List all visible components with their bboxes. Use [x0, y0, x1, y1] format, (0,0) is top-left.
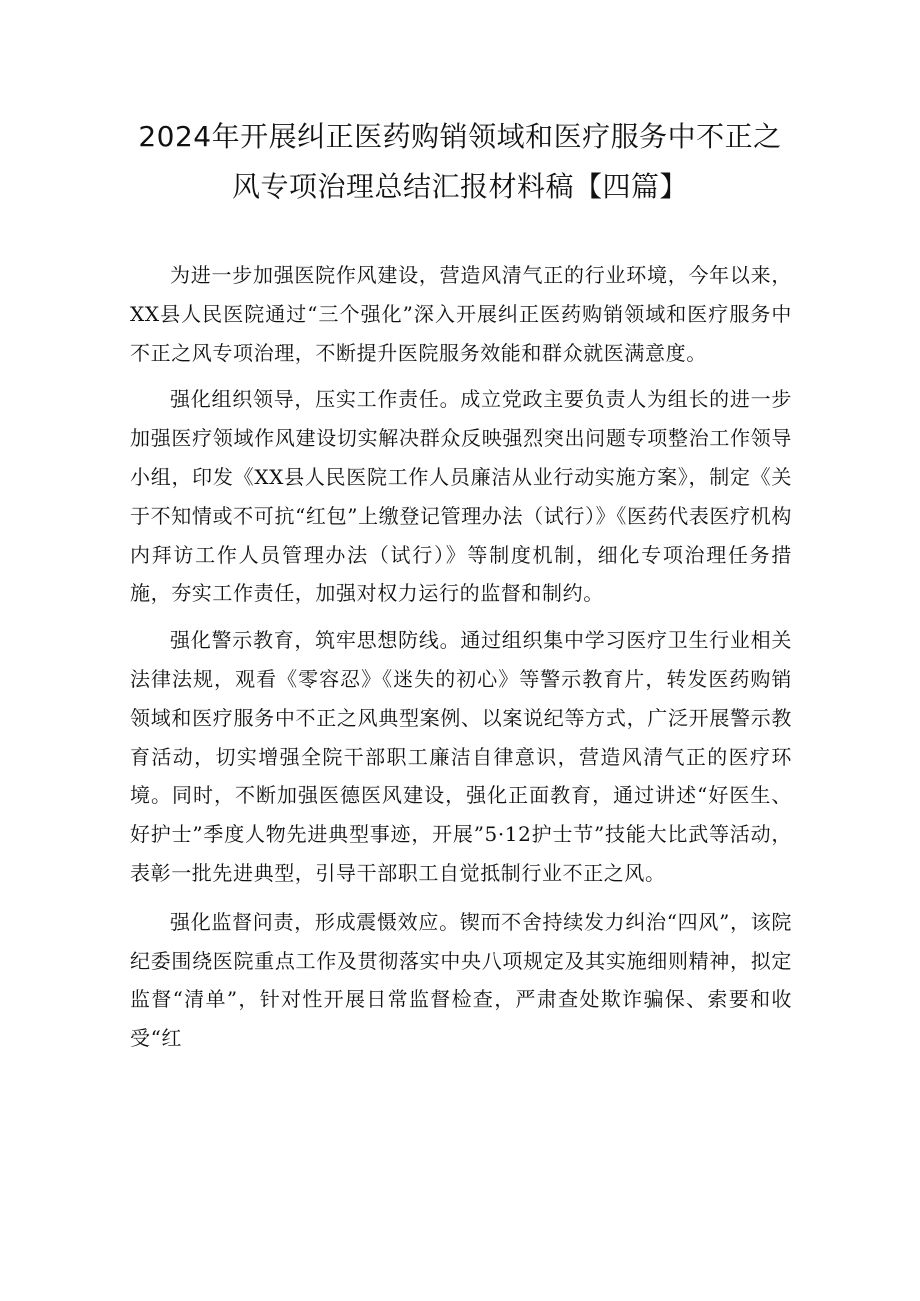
paragraph-warning-education: 强化警示教育，筑牢思想防线。通过组织集中学习医疗卫生行业相关法律法规，观看《零容忍》《迷失的初心》等警示教育片，转发医药购销领域和医疗服务中不正之风典型案例、以案说纪等方式，广泛开展警示教育活动，切实增强全院干部职工廉洁自律意识，营造风清气正的医疗环境。同时，不断加强医德医风建设，强化正面教育，通过讲述“好医生、好护士”季度人物先进典型事迹，开展”5·12护士节”技能大比武等活动，表彰一批先进典型，引导干部职工自觉抵制行业不正之风。 — [130, 628, 792, 885]
title-line-2: 风专项治理总结汇报材料稿【四篇】 — [231, 170, 688, 203]
document-title — [120, 112, 800, 212]
title-line-1: 2024年开展纠正医药购销领域和医疗服务中不正之 — [138, 120, 782, 153]
paragraph-supervision: 强化监督问责，形成震慑效应。锲而不舍持续发力纠治“四风”，该院纪委围绕医院重点工作及贯彻落实中央八项规定及其实施细则精神，拟定监督“清单”，针对性开展日常监督检查，严肃查处欺诈骗保、索要和收受“红 — [130, 909, 792, 1051]
paragraph-organization: 强化组织领导，压实工作责任。成立党政主要负责人为组长的进一步加强医疗领域作风建设切实解决群众反映强烈突出问题专项整治工作领导小组，印发《XX县人民医院工作人员廉洁从业行动实施方案》，制定《关于不知情或不可抗“红包”上缴登记管理办法（试行）》《医药代表医疗机构内拜访工作人员管理办法（试行）》等制度机制，细化专项治理任务措施，夯实工作责任，加强对权力运行的监督和制约。 — [130, 387, 792, 606]
paragraph-intro: 为进一步加强医院作风建设，营造风清气正的行业环境，今年以来，XX县人民医院通过“三个强化”深入开展纠正医药购销领域和医疗服务中不正之风专项治理，不断提升医院服务效能和群众就医满意度。 — [130, 263, 792, 365]
document-body — [130, 256, 792, 1066]
